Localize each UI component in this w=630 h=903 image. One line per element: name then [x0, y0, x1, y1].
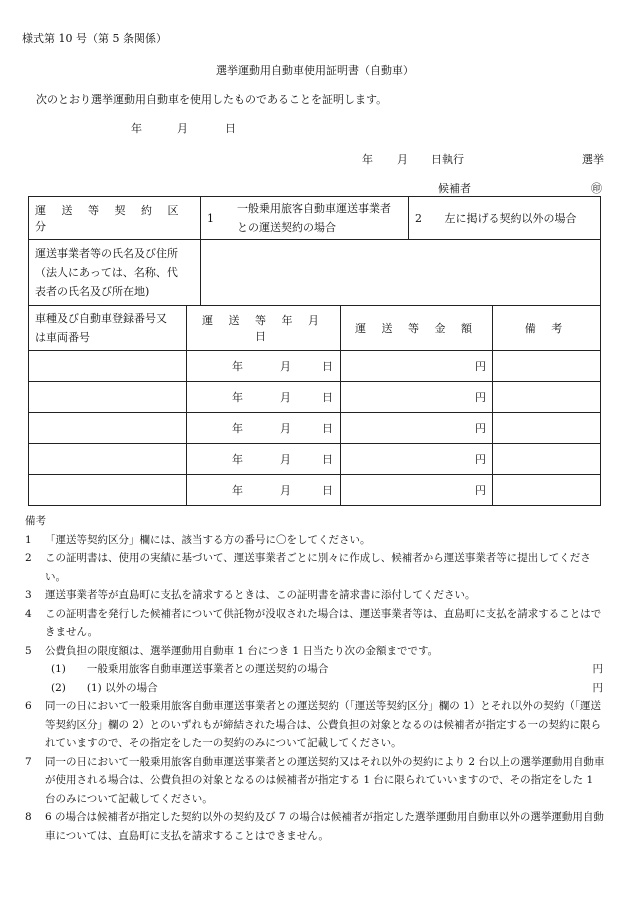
exec-month: 月: [397, 153, 408, 166]
note-cell[interactable]: [493, 475, 601, 506]
vehicle-header: 車種及び自動車登録番号又 は車両番号: [29, 306, 187, 351]
table-row: [29, 382, 601, 413]
transport-table: [28, 305, 601, 506]
remarks-section: [25, 512, 605, 845]
issue-year: 年: [131, 122, 142, 135]
amount-header: 運 送 等 金 額: [341, 306, 493, 351]
issue-month: 月: [177, 122, 188, 135]
date-cell[interactable]: 年 月 日: [187, 382, 341, 413]
table-row: [29, 475, 601, 506]
date-cell[interactable]: 年 月 日: [187, 444, 341, 475]
remark-sub-item: (1) 一般乗用旅客自動車運送事業者との運送契約の場合 円: [51, 663, 603, 675]
table-row: [29, 413, 601, 444]
note-header: 備 考: [493, 306, 601, 351]
amount-cell[interactable]: 円: [341, 413, 493, 444]
amount-cell[interactable]: 円: [341, 382, 493, 413]
amount-cell[interactable]: 円: [341, 475, 493, 506]
candidate-label: 候補者: [438, 182, 471, 195]
date-header: 運 送 等 年 月 日: [187, 306, 341, 351]
exec-year: 年: [362, 153, 373, 166]
vehicle-cell[interactable]: [29, 382, 187, 413]
amount-cell[interactable]: 円: [341, 444, 493, 475]
note-cell[interactable]: [493, 413, 601, 444]
carrier-label: 運送事業者等の氏名及び住所 （法人にあっては、名称、代 表者の氏名及び所在地): [29, 240, 201, 306]
carrier-input[interactable]: [201, 240, 601, 306]
intro-text: 次のとおり選挙運動用自動車を使用したものであることを証明します。: [36, 93, 388, 106]
amount-cell[interactable]: 円: [341, 351, 493, 382]
election-name: 選挙: [582, 153, 604, 166]
note-cell[interactable]: [493, 351, 601, 382]
vehicle-cell[interactable]: [29, 351, 187, 382]
vehicle-cell[interactable]: [29, 444, 187, 475]
exec-day: 日執行: [431, 153, 464, 166]
remark-item: 3 運送事業者等が直島町に支払を請求するときは、この証明書を請求書に添付してください。: [25, 589, 476, 601]
remark-item: 1 「運送等契約区分」欄には、該当する方の番号に〇をしてください。: [25, 533, 371, 546]
remark-item: 6 同一の日において一般乗用旅客自動車運送事業者との運送契約（「運送等契約区分」欄の 1）とそれ以外の契約（「運送等契約区分」欄の 2）とのいずれもが締結された場合は、公費負担の対象となるのは候補者が指定する一の契約に限られていますので、その指定をした一の契約のみについて記載してください。: [25, 700, 602, 749]
option-1-text: 一般乗用旅客自動車運送事業者 との運送契約の場合: [237, 202, 391, 234]
date-cell[interactable]: 年 月 日: [187, 351, 341, 382]
table-row: [29, 444, 601, 475]
date-cell[interactable]: 年 月 日: [187, 475, 341, 506]
contract-option-1[interactable]: [201, 197, 409, 240]
seal-mark: ㊞: [591, 182, 602, 195]
date-cell[interactable]: 年 月 日: [187, 413, 341, 444]
remark-item: 8 6 の場合は候補者が指定した契約以外の契約及び 7 の場合は候補者が指定した選挙運動用自動車以外の選挙運動用自動車については、直島町に支払を請求することはできません。: [25, 811, 604, 842]
note-cell[interactable]: [493, 382, 601, 413]
form-number: 様式第 10 号（第 5 条関係）: [22, 32, 167, 45]
option-2-text: 左に掲げる契約以外の場合: [444, 212, 577, 225]
option-2-number: 2: [415, 212, 422, 225]
remark-item: 5 公費負担の限度額は、選挙運動用自動車 1 台につき 1 日当たり次の金額までです。: [25, 644, 439, 657]
remark-item: 4 この証明書を発行した候補者について供託物が没収された場合は、運送事業者等は、直島町に支払を請求することはできません。: [25, 607, 602, 638]
vehicle-cell[interactable]: [29, 413, 187, 444]
note-cell[interactable]: [493, 444, 601, 475]
issue-day: 日: [225, 122, 236, 135]
document-title: 選挙運動用自動車使用証明書（自動車）: [216, 64, 414, 77]
contract-label: 運 送 等 契 約 区 分: [29, 197, 201, 240]
table-row: [29, 351, 601, 382]
remark-sub-item: (2) (1) 以外の場合 円: [51, 681, 603, 694]
remark-item: 7 同一の日において一般乗用旅客自動車運送事業者との運送契約又はそれ以外の契約により 2 台以上の選挙運動用自動車が使用される場合は、公費負担の対象となるのは候補者が指定する 1 台に限られていいますので、その指定をした 1 台のみについて記載してください。: [25, 755, 605, 805]
contract-option-2[interactable]: [409, 197, 601, 240]
contract-table: [28, 196, 601, 306]
remarks-title: 備考: [25, 515, 46, 527]
vehicle-cell[interactable]: [29, 475, 187, 506]
option-1-number: 1: [207, 211, 214, 225]
remark-item: 2 この証明書は、使用の実績に基づいて、運送事業者ごとに別々に作成し、候補者から運送事業者等に提出してください。: [25, 552, 591, 583]
